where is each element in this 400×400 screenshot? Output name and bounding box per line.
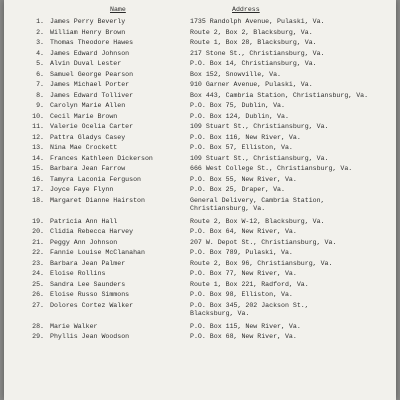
- row-number: 23.: [32, 259, 44, 267]
- person-address: General Delivery, Cambria Station, Christiansburg, Va.: [190, 196, 325, 212]
- person-address: Route 2, Box 96, Christiansburg, Va.: [190, 259, 333, 267]
- person-name: Tamyra Laconia Ferguson: [50, 175, 142, 183]
- person-address: P.O. Box 75, Dublin, Va.: [190, 102, 285, 109]
- person-name: Samuel George Pearson: [50, 70, 134, 78]
- person-name: Fannie Louise McClanahan: [50, 249, 145, 256]
- person-address: P.O. Box 14, Christiansburg, Va.: [190, 60, 317, 67]
- person-address: Box 443, Cambria Station, Christiansburg, Va.: [190, 91, 369, 99]
- person-address: Box 152, Snowville, Va.: [190, 70, 282, 78]
- row-number: 10.: [32, 112, 44, 120]
- person-name: Carolyn Marie Allen: [50, 102, 126, 109]
- row-number: 27.: [32, 301, 44, 309]
- person-name: Patricia Ann Hall: [50, 217, 118, 225]
- row-number: 24.: [32, 270, 44, 277]
- person-address: Route 1, Box 221, Radford, Va.: [190, 280, 309, 288]
- person-name: Valerie Ocelia Carter: [50, 123, 134, 130]
- person-address: P.O. Box 98, Elliston, Va.: [190, 291, 293, 298]
- row-number: 15.: [32, 165, 44, 172]
- person-address: P.O. Box 124, Dublin, Va.: [190, 112, 289, 120]
- person-name: Joyce Faye Flynn: [50, 186, 114, 193]
- row-number: 14.: [32, 154, 44, 162]
- person-name: Barbara Jean Farrow: [50, 165, 126, 172]
- person-name: James Michael Porter: [50, 81, 130, 88]
- person-address: 109 Stuart St., Christiansburg, Va.: [190, 123, 329, 130]
- row-number: 21.: [32, 238, 44, 246]
- row-number: 25.: [32, 280, 44, 288]
- person-name: Eloise Russo Simmons: [50, 291, 130, 298]
- address-column-header: Address: [232, 6, 260, 13]
- name-column-header: Name: [110, 6, 126, 13]
- person-address: Route 2, Box 2, Blacksburg, Va.: [190, 28, 313, 36]
- person-address: P.O. Box 68, New River, Va.: [190, 333, 297, 340]
- person-name: Margaret Dianne Hairston: [50, 196, 145, 204]
- person-name: James Edward Tolliver: [50, 91, 134, 99]
- person-name: Marie Walker: [50, 322, 98, 330]
- row-number: 1.: [36, 18, 44, 25]
- row-number: 9.: [36, 102, 44, 109]
- document-page: [4, 0, 396, 400]
- person-address: 1735 Randolph Avenue, Pulaski, Va.: [190, 18, 325, 25]
- person-name: Sandra Lee Saunders: [50, 280, 126, 288]
- person-address: P.O. Box 55, New River, Va.: [190, 175, 297, 183]
- person-name: Alvin Duval Lester: [50, 60, 122, 67]
- row-number: 8.: [36, 91, 44, 99]
- row-number: 28.: [32, 322, 44, 330]
- row-number: 6.: [36, 70, 44, 78]
- person-address: P.O. Box 64, New River, Va.: [190, 228, 297, 235]
- row-number: 13.: [32, 144, 44, 151]
- row-number: 11.: [32, 123, 44, 130]
- person-name: James Perry Beverly: [50, 18, 126, 25]
- row-number: 16.: [32, 175, 44, 183]
- person-address: 109 Stuart St., Christiansburg, Va.: [190, 154, 329, 162]
- person-name: Frances Kathleen Dickerson: [50, 154, 153, 162]
- person-name: Dolores Cortez Walker: [50, 301, 134, 309]
- person-address: 910 Garner Avenue, Pulaski, Va.: [190, 81, 313, 88]
- row-number: 19.: [32, 217, 44, 225]
- person-name: James Edward Johnson: [50, 49, 130, 57]
- person-address: P.O. Box 25, Draper, Va.: [190, 186, 285, 193]
- row-number: 20.: [32, 228, 44, 235]
- row-number: 22.: [32, 249, 44, 256]
- row-number: 18.: [32, 196, 44, 204]
- person-name: William Henry Brown: [50, 28, 126, 36]
- person-name: Pattra Gladys Casey: [50, 133, 126, 141]
- person-address: P.O. Box 115, New River, Va.: [190, 322, 301, 330]
- row-number: 7.: [36, 81, 44, 88]
- person-address: P.O. Box 57, Elliston, Va.: [190, 144, 293, 151]
- person-name: Clidia Rebecca Harvey: [50, 228, 134, 235]
- row-number: 2.: [36, 28, 44, 36]
- person-address: 217 Stone St., Christiansburg, Va.: [190, 49, 325, 57]
- person-name: Eloise Rollins: [50, 270, 106, 277]
- row-number: 4.: [36, 49, 44, 57]
- person-name: Thomas Theodore Hawes: [50, 39, 134, 46]
- row-number: 29.: [32, 333, 44, 340]
- person-name: Barbara Jean Palmer: [50, 259, 126, 267]
- person-address: P.O. Box 77, New River, Va.: [190, 270, 297, 277]
- person-name: Nina Mae Crockett: [50, 144, 118, 151]
- row-number: 12.: [32, 133, 44, 141]
- person-address: P.O. Box 116, New River, Va.: [190, 133, 301, 141]
- person-address: P.O. Box 345, 202 Jackson St., Blacksburg, Va.: [190, 301, 309, 317]
- person-name: Phyllis Jean Woodson: [50, 333, 130, 340]
- person-address: Route 2, Box W-12, Blacksburg, Va.: [190, 217, 325, 225]
- row-number: 26.: [32, 291, 44, 298]
- person-name: Peggy Ann Johnson: [50, 238, 118, 246]
- person-name: Cecil Marie Brown: [50, 112, 118, 120]
- row-number: 5.: [36, 60, 44, 67]
- row-number: 17.: [32, 186, 44, 193]
- person-address: Route 1, Box 28, Blacksburg, Va.: [190, 39, 317, 46]
- row-number: 3.: [36, 39, 44, 46]
- person-address: 666 West College St., Christiansburg, Va.: [190, 165, 353, 172]
- person-address: 207 W. Depot St., Christiansburg, Va.: [190, 238, 337, 246]
- person-address: P.O. Box 789, Pulaski, Va.: [190, 249, 293, 256]
